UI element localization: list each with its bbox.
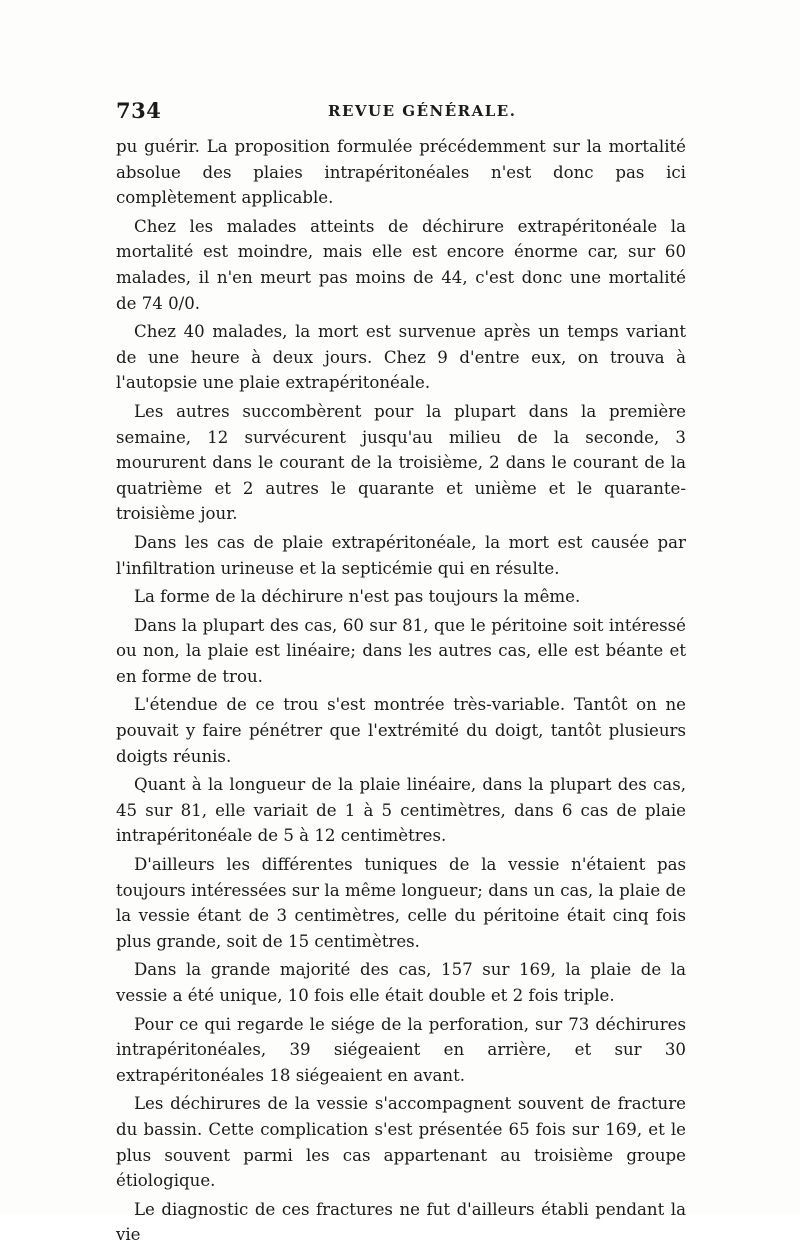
paragraph-7: Dans la plupart des cas, 60 sur 81, que le péritoine soit intéressé ou non, la plaie est linéaire; dans les autres cas, elle est béante et en forme de trou.: [116, 615, 686, 686]
page-header: [116, 98, 686, 122]
paragraph-6: La forme de la déchirure n'est pas toujours la même.: [134, 587, 581, 607]
running-head: REVUE GÉNÉRALE.: [328, 102, 517, 120]
paragraph-12: Pour ce qui regarde le siége de la perforation, sur 73 déchirures intrapéritonéales, 39 siégeaient en arrière, et sur 30 extrapéritonéales 18 siégeaient en avant.: [116, 1014, 686, 1085]
paragraph-13: Les déchirures de la vessie s'accompagnent souvent de fracture du bassin. Cette complication s'est présentée 65 fois sur 169, et le plus souvent parmi les cas appartenant au troisième groupe étiologique.: [116, 1094, 686, 1191]
paragraph-14: Le diagnostic de ces fractures ne fut d'ailleurs établi pendant la vie: [116, 1199, 686, 1245]
paragraph-5: Dans les cas de plaie extrapéritonéale, la mort est causée par l'infiltration urineuse et la septicémie qui en résulte.: [116, 532, 686, 578]
paragraph-8: L'étendue de ce trou s'est montrée très-variable. Tantôt on ne pouvait y faire pénétrer que l'extrémité du doigt, tantôt plusieurs doigts réunis.: [116, 695, 686, 766]
body-text: [116, 134, 686, 1251]
paragraph-9: Quant à la longueur de la plaie linéaire, dans la plupart des cas, 45 sur 81, elle variait de 1 à 5 centimètres, dans 6 cas de plaie intrapéritonéale de 5 à 12 centimètres.: [116, 775, 686, 846]
paragraph-4: Les autres succombèrent pour la plupart dans la première semaine, 12 survécurent jusqu'au milieu de la seconde, 3 moururent dans le courant de la troisième, 2 dans le courant de la quatrième et 2 autres le quarante et unième et le quarante-troisième jour.: [116, 401, 686, 524]
paragraph-11: Dans la grande majorité des cas, 157 sur 169, la plaie de la vessie a été unique, 10 fois elle était double et 2 fois triple.: [116, 960, 686, 1005]
paragraph-3: Chez 40 malades, la mort est survenue après un temps variant de une heure à deux jours. Chez 9 d'entre eux, on trouva à l'autopsie une plaie extrapéritonéale.: [116, 322, 686, 393]
page-number: 734: [116, 98, 162, 123]
paragraph-1: pu guérir. La proposition formulée précédemment sur la mortalité absolue des plaies intrapéritonéales n'est donc pas ici complètement applicable.: [116, 137, 686, 208]
paragraph-2: Chez les malades atteints de déchirure extrapéritonéale la mortalité est moindre, mais elle est encore énorme car, sur 60 malades, il n'en meurt pas moins de 44, c'est donc une mortalité de 74 0/0.: [116, 216, 686, 313]
paragraph-10: D'ailleurs les différentes tuniques de la vessie n'étaient pas toujours intéressées sur la même longueur; dans un cas, la plaie de la vessie étant de 3 centimètres, celle du péritoine était cinq fois plus grande, soit de 15 centimètres.: [116, 855, 686, 951]
